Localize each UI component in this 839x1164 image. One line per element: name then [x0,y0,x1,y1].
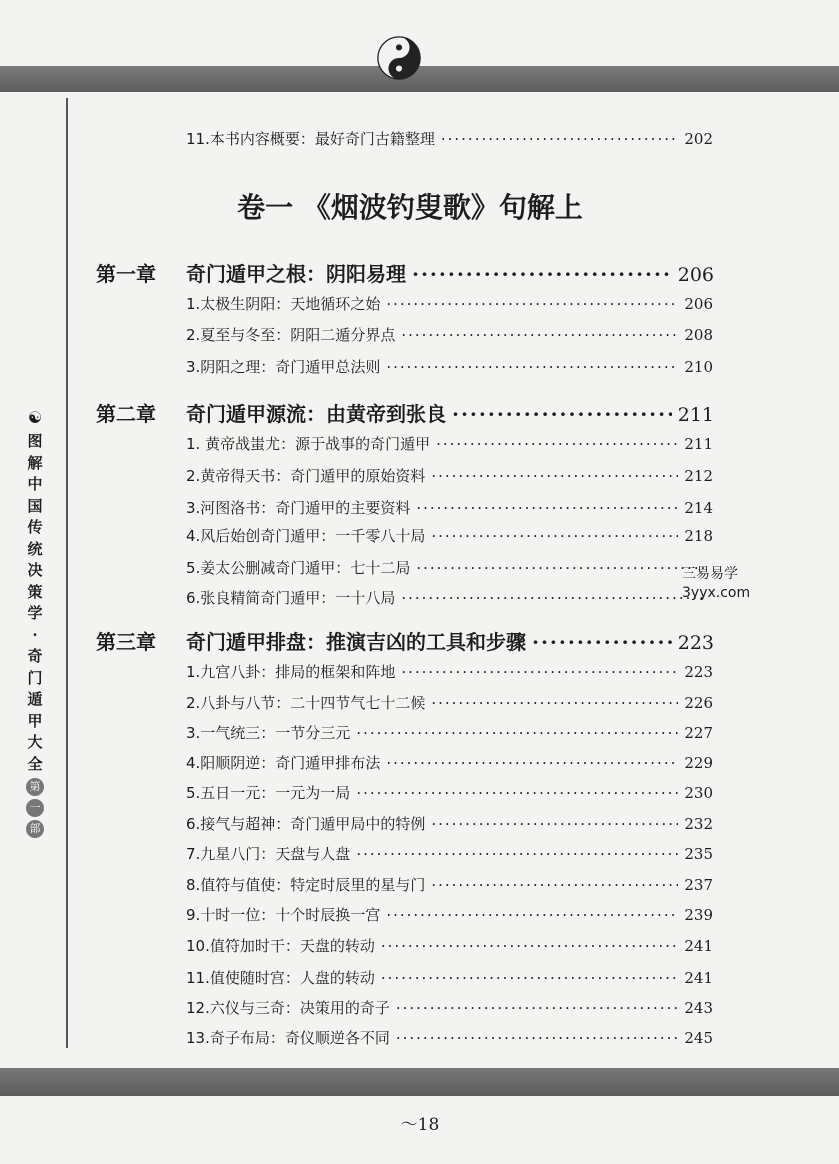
side-title-char: 全 [27,754,43,773]
chapter-page: 223 [677,632,714,654]
toc-entry[interactable] [186,782,713,803]
leader-dots [431,876,678,894]
entry-title: 8.值符与值使：特定时辰里的星与门 [186,876,426,894]
part-badge: 第 [26,778,44,796]
side-running-title [24,408,46,838]
bottom-decorative-band [0,1068,839,1096]
side-title-char: 学 [27,604,43,622]
leader-dots [381,937,679,955]
side-title-char: 策 [27,582,43,601]
part-badge: 部 [26,820,44,838]
toc-entry[interactable] [186,433,713,454]
entry-title: 11.本书内容概要：最好奇门古籍整理 [186,130,435,148]
side-title-char: 遁 [27,690,43,708]
leader-dots [452,402,672,426]
toc-entry[interactable] [186,1027,713,1048]
entry-title: 7.九星八门：天盘与人盘 [186,845,351,863]
entry-title: 10.值符加时干：天盘的转动 [186,937,375,955]
side-title-char: 图 [27,432,43,450]
toc-entry[interactable] [186,356,713,377]
chapter-title: 奇门遁甲源流：由黄帝到张良 [186,402,446,426]
part-badges [24,775,46,838]
toc-chapter[interactable] [96,258,714,287]
side-title-text [24,431,46,775]
side-title-char: 门 [27,668,43,687]
entry-page: 239 [684,906,713,924]
entry-title: 4.风后始创奇门遁甲：一千零八十局 [186,527,426,545]
entry-page: 206 [684,295,713,313]
entry-page: 230 [684,784,713,802]
entry-title: 13.奇子布局：奇仪顺逆各不同 [186,1029,390,1047]
leader-dots [431,527,678,545]
leader-dots [386,754,678,772]
entry-title: 3.河图洛书：奇门遁甲的主要资料 [186,499,411,517]
leader-dots [431,815,678,833]
side-title-char: 奇 [27,647,43,665]
entry-title: 5.五日一元：一元为一局 [186,784,351,802]
leader-dots [381,969,679,987]
toc-entry[interactable] [186,661,713,682]
watermark-line2: 3yyx.com [682,585,751,601]
leader-dots [431,694,678,712]
chapter-heading [96,398,446,427]
toc-entry[interactable] [186,692,713,713]
entry-page: 237 [684,876,713,894]
leader-dots [416,499,678,517]
toc-entry[interactable] [186,293,713,314]
leader-dots [401,663,678,681]
leader-dots [356,845,678,863]
leader-dots [401,326,678,344]
side-yin-yang-icon: ☯ [27,408,43,427]
chapter-number: 第二章 [96,402,156,426]
chapter-title: 奇门遁甲之根：阴阳易理 [186,262,406,286]
side-title-char: 传 [27,518,43,536]
side-title-char: 决 [27,561,43,579]
entry-page: 212 [684,467,713,485]
leader-dots [356,724,678,742]
entry-page: 243 [684,999,713,1017]
entry-page: 202 [684,130,713,148]
side-title-char: 甲 [27,711,43,730]
entry-page: 211 [684,435,713,453]
leader-dots [396,999,679,1017]
side-title-char: 大 [27,733,43,751]
toc-entry[interactable] [186,997,713,1018]
entry-page: 214 [684,499,713,517]
leader-dots [396,1029,679,1047]
side-title-char: 国 [27,496,43,515]
toc-entry[interactable] [186,935,713,956]
toc-entry[interactable] [186,497,713,518]
toc-entry-top[interactable] [186,128,713,149]
entry-title: 4.阳顺阴逆：奇门遁甲排布法 [186,754,381,772]
leader-dots [386,295,678,313]
watermark-line1: 三易易学 [682,566,738,582]
leader-dots [436,435,678,453]
volume-title: 卷一 《烟波钓叟歌》句解上 [237,191,583,224]
entry-title: 1.九宫八卦：排局的框架和阵地 [186,663,396,681]
margin-rule [66,98,68,1048]
leader-dots [401,589,707,607]
chapter-number: 第一章 [96,262,156,286]
leader-dots [412,262,672,286]
chapter-heading [96,626,526,655]
entry-page: 241 [684,937,713,955]
toc-chapter[interactable] [96,626,714,655]
entry-title: 3.阴阳之理：奇门遁甲总法则 [186,358,381,376]
toc-entry[interactable] [186,722,713,743]
leader-dots [416,559,707,577]
side-title-char: · [32,625,38,644]
page-number: 〜18 [400,1115,440,1135]
leader-dots [386,906,678,924]
leader-dots [431,467,678,485]
toc-entry[interactable] [186,752,713,773]
entry-title: 2.八卦与八节：二十四节气七十二候 [186,694,426,712]
toc-entry[interactable] [186,587,713,608]
entry-title: 6.张良精简奇门遁甲：一十八局 [186,589,396,607]
entry-title: 2.黄帝得天书：奇门遁甲的原始资料 [186,467,426,485]
entry-title: 6.接气与超神：奇门遁甲局中的特例 [186,815,426,833]
entry-page: 226 [684,694,713,712]
chapter-page: 211 [677,404,714,426]
toc-entry[interactable] [186,557,713,578]
chapter-title: 奇门遁甲排盘：推演吉凶的工具和步骤 [186,630,526,654]
side-title-char: 统 [27,539,43,558]
yin-yang-icon [377,36,421,80]
entry-title: 1.太极生阴阳：天地循环之始 [186,295,381,313]
chapter-page: 206 [677,264,714,286]
entry-title: 2.夏至与冬至：阴阳二遁分界点 [186,326,396,344]
toc-entry[interactable] [186,967,713,988]
entry-page: 223 [684,663,713,681]
part-badge: 一 [26,799,44,817]
toc-entry[interactable] [186,525,713,546]
entry-page: 227 [684,724,713,742]
entry-page: 218 [684,527,713,545]
entry-page: 232 [684,815,713,833]
entry-title: 12.六仪与三奇：决策用的奇子 [186,999,390,1017]
entry-page: 245 [684,1029,713,1047]
toc-entry[interactable] [186,874,713,895]
toc-chapter[interactable] [96,398,714,427]
toc-entry[interactable] [186,324,713,345]
entry-title: 1. 黄帝战蚩尤：源于战事的奇门遁甲 [186,435,431,453]
page-number-value: 18 [417,1115,440,1135]
leader-dots [441,130,679,148]
entry-page: 229 [684,754,713,772]
entry-page: 208 [684,326,713,344]
entry-page: 210 [684,358,713,376]
toc-entry[interactable] [186,813,713,834]
leader-dots [532,630,672,654]
toc-entry[interactable] [186,843,713,864]
toc-entry[interactable] [186,465,713,486]
entry-page: 235 [684,845,713,863]
entry-title: 5.姜太公删减奇门遁甲：七十二局 [186,559,411,577]
entry-title: 9.十时一位：十个时辰换一宫 [186,906,381,924]
entry-page: 241 [684,969,713,987]
chapter-heading [96,258,406,287]
watermark [682,565,750,603]
side-title-char: 解 [27,453,43,472]
entry-title: 3.一气统三：一节分三元 [186,724,351,742]
entry-title: 11.值使随时宫：人盘的转动 [186,969,375,987]
side-title-char: 中 [27,475,43,493]
toc-entry[interactable] [186,904,713,925]
leader-dots [356,784,678,802]
chapter-number: 第三章 [96,630,156,654]
leader-dots [386,358,678,376]
